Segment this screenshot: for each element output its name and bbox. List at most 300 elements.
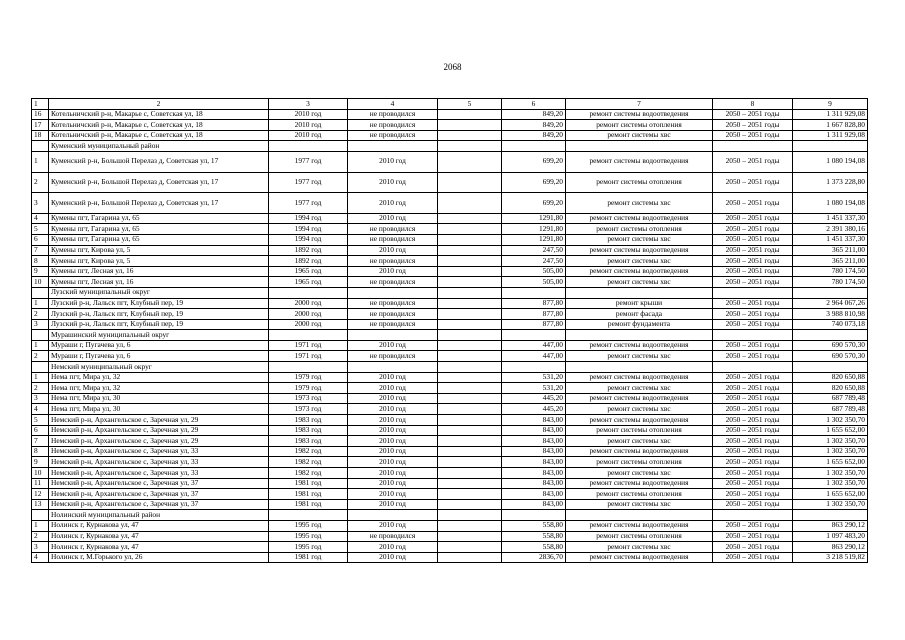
area-cell: 843,00 <box>502 436 566 447</box>
area-cell: 558,80 <box>502 520 566 531</box>
cost-cell: 365 211,00 <box>793 245 868 256</box>
repair-period-cell: 2050 – 2051 годы <box>713 213 793 224</box>
col-5-cell <box>438 151 502 172</box>
row-number-cell: 2 <box>32 172 49 193</box>
col-5-cell <box>438 415 502 426</box>
area-cell: 843,00 <box>502 468 566 479</box>
table-row <box>32 213 868 224</box>
work-type-cell: ремонт системы отопления <box>566 120 713 131</box>
repair-period-cell: 2050 – 2051 годы <box>713 224 793 235</box>
work-type-cell: ремонт системы отопления <box>566 224 713 235</box>
cost-cell: 820 650,88 <box>793 372 868 383</box>
area-cell: 558,80 <box>502 531 566 542</box>
build-year-cell: 1977 год <box>269 193 348 214</box>
section-empty-cell <box>566 510 713 521</box>
area-cell: 531,20 <box>502 372 566 383</box>
repair-period-cell: 2050 – 2051 годы <box>713 109 793 120</box>
section-empty-cell <box>502 141 566 152</box>
cost-cell: 1 451 337,30 <box>793 213 868 224</box>
work-type-cell: ремонт системы хвс <box>566 499 713 510</box>
address-cell: Нолинск г, Курнакова ул, 47 <box>49 531 269 542</box>
section-empty-cell <box>713 510 793 521</box>
repair-period-cell: 2050 – 2051 годы <box>713 372 793 383</box>
last-repair-year-cell: 2010 год <box>348 425 438 436</box>
section-empty-cell <box>269 287 348 298</box>
row-number-cell: 7 <box>32 436 49 447</box>
col-5-cell <box>438 446 502 457</box>
address-cell: Немский р-н, Архангельское с, Заречная ул, 37 <box>49 489 269 500</box>
table-row <box>32 319 868 330</box>
address-cell: Котельничский р-н, Макарье с, Советская ул, 18 <box>49 130 269 141</box>
cost-cell: 365 211,00 <box>793 256 868 267</box>
col-5-cell <box>438 256 502 267</box>
build-year-cell: 1977 год <box>269 172 348 193</box>
col-5-cell <box>438 468 502 479</box>
header-cell-2: 2 <box>49 99 269 110</box>
address-cell: Немский р-н, Архангельское с, Заречная ул, 29 <box>49 415 269 426</box>
address-cell: Котельничский р-н, Макарье с, Советская ул, 18 <box>49 109 269 120</box>
work-type-cell: ремонт системы хвс <box>566 383 713 394</box>
col-5-cell <box>438 425 502 436</box>
table-row <box>32 520 868 531</box>
work-type-cell: ремонт системы водоотведения <box>566 245 713 256</box>
section-number-cell <box>32 330 49 341</box>
repair-period-cell: 2050 – 2051 годы <box>713 446 793 457</box>
row-number-cell: 4 <box>32 552 49 563</box>
header-cell-7: 7 <box>566 99 713 110</box>
address-cell: Нолинск г, Курнакова ул, 47 <box>49 542 269 553</box>
table-row <box>32 499 868 510</box>
table-row <box>32 425 868 436</box>
table-row <box>32 552 868 563</box>
work-type-cell: ремонт системы отопления <box>566 425 713 436</box>
row-number-cell: 3 <box>32 542 49 553</box>
build-year-cell: 1971 год <box>269 340 348 351</box>
table-row <box>32 393 868 404</box>
section-empty-cell <box>502 510 566 521</box>
section-row <box>32 287 868 298</box>
row-number-cell: 1 <box>32 372 49 383</box>
section-number-cell <box>32 510 49 521</box>
address-cell: Кумены пгт, Кирова ул, 5 <box>49 245 269 256</box>
area-cell: 447,00 <box>502 340 566 351</box>
address-cell: Котельничский р-н, Макарье с, Советская ул, 18 <box>49 120 269 131</box>
section-empty-cell <box>793 510 868 521</box>
build-year-cell: 1965 год <box>269 277 348 288</box>
row-number-cell: 2 <box>32 309 49 320</box>
area-cell: 2836,70 <box>502 552 566 563</box>
col-5-cell <box>438 372 502 383</box>
col-5-cell <box>438 172 502 193</box>
row-number-cell: 6 <box>32 234 49 245</box>
address-cell: Немский р-н, Архангельское с, Заречная ул, 29 <box>49 425 269 436</box>
last-repair-year-cell: 2010 год <box>348 468 438 479</box>
section-empty-cell <box>438 287 502 298</box>
table-row <box>32 340 868 351</box>
col-5-cell <box>438 193 502 214</box>
table-row <box>32 457 868 468</box>
work-type-cell: ремонт системы отопления <box>566 172 713 193</box>
section-empty-cell <box>793 362 868 373</box>
work-type-cell: ремонт системы хвс <box>566 130 713 141</box>
page-number: 2068 <box>443 62 462 72</box>
cost-cell: 1 080 194,08 <box>793 193 868 214</box>
work-type-cell: ремонт системы водоотведения <box>566 552 713 563</box>
col-5-cell <box>438 531 502 542</box>
col-5-cell <box>438 340 502 351</box>
area-cell: 843,00 <box>502 425 566 436</box>
area-cell: 1291,80 <box>502 213 566 224</box>
cost-cell: 1 655 652,00 <box>793 457 868 468</box>
table-row <box>32 193 868 214</box>
section-empty-cell <box>793 330 868 341</box>
cost-cell: 1 302 350,70 <box>793 415 868 426</box>
repair-period-cell: 2050 – 2051 годы <box>713 277 793 288</box>
col-5-cell <box>438 351 502 362</box>
section-empty-cell <box>438 510 502 521</box>
table-row <box>32 478 868 489</box>
area-cell: 877,80 <box>502 298 566 309</box>
row-number-cell: 2 <box>32 531 49 542</box>
last-repair-year-cell: 2010 год <box>348 151 438 172</box>
table-row <box>32 224 868 235</box>
cost-cell: 780 174,50 <box>793 266 868 277</box>
last-repair-year-cell: не проводился <box>348 277 438 288</box>
work-type-cell: ремонт системы хвс <box>566 468 713 479</box>
work-type-cell: ремонт системы отопления <box>566 457 713 468</box>
last-repair-year-cell: 2010 год <box>348 245 438 256</box>
last-repair-year-cell: не проводился <box>348 351 438 362</box>
address-cell: Кумены пгт, Лесная ул, 16 <box>49 266 269 277</box>
cost-cell: 3 988 810,98 <box>793 309 868 320</box>
cost-cell: 3 218 519,82 <box>793 552 868 563</box>
area-cell: 843,00 <box>502 478 566 489</box>
build-year-cell: 1979 год <box>269 383 348 394</box>
address-cell: Куменский р-н, Большой Перелаз д, Советская ул, 17 <box>49 172 269 193</box>
work-type-cell: ремонт системы водоотведения <box>566 151 713 172</box>
build-year-cell: 1973 год <box>269 404 348 415</box>
row-number-cell: 3 <box>32 319 49 330</box>
section-empty-cell <box>566 287 713 298</box>
work-type-cell: ремонт системы водоотведения <box>566 393 713 404</box>
section-empty-cell <box>793 141 868 152</box>
repair-period-cell: 2050 – 2051 годы <box>713 234 793 245</box>
area-cell: 843,00 <box>502 489 566 500</box>
last-repair-year-cell: 2010 год <box>348 172 438 193</box>
build-year-cell: 1982 год <box>269 446 348 457</box>
section-row <box>32 330 868 341</box>
col-5-cell <box>438 298 502 309</box>
table-row <box>32 309 868 320</box>
address-cell: Мураши г, Пугачева ул, 6 <box>49 340 269 351</box>
build-year-cell: 2010 год <box>269 130 348 141</box>
area-cell: 1291,80 <box>502 224 566 235</box>
build-year-cell: 1994 год <box>269 234 348 245</box>
row-number-cell: 4 <box>32 404 49 415</box>
row-number-cell: 1 <box>32 520 49 531</box>
table-row <box>32 277 868 288</box>
row-number-cell: 5 <box>32 415 49 426</box>
table-row <box>32 372 868 383</box>
table-row <box>32 351 868 362</box>
area-cell: 699,20 <box>502 151 566 172</box>
col-5-cell <box>438 489 502 500</box>
row-number-cell: 5 <box>32 224 49 235</box>
area-cell: 505,00 <box>502 266 566 277</box>
row-number-cell: 6 <box>32 425 49 436</box>
area-cell: 699,20 <box>502 193 566 214</box>
table-row <box>32 109 868 120</box>
section-row <box>32 141 868 152</box>
section-empty-cell <box>566 330 713 341</box>
area-cell: 877,80 <box>502 309 566 320</box>
header-cell-6: 6 <box>502 99 566 110</box>
last-repair-year-cell: 2010 год <box>348 499 438 510</box>
work-type-cell: ремонт системы водоотведения <box>566 520 713 531</box>
cost-cell: 687 789,48 <box>793 404 868 415</box>
table-row <box>32 446 868 457</box>
last-repair-year-cell: 2010 год <box>348 457 438 468</box>
cost-cell: 1 302 350,70 <box>793 436 868 447</box>
build-year-cell: 1995 год <box>269 531 348 542</box>
col-5-cell <box>438 266 502 277</box>
row-number-cell: 1 <box>32 298 49 309</box>
col-5-cell <box>438 130 502 141</box>
work-type-cell: ремонт системы водоотведения <box>566 340 713 351</box>
build-year-cell: 1892 год <box>269 256 348 267</box>
capital-repair-table <box>31 98 868 563</box>
header-cell-4: 4 <box>348 99 438 110</box>
cost-cell: 1 655 652,00 <box>793 489 868 500</box>
last-repair-year-cell: 2010 год <box>348 372 438 383</box>
build-year-cell: 1965 год <box>269 266 348 277</box>
col-5-cell <box>438 109 502 120</box>
col-5-cell <box>438 245 502 256</box>
cost-cell: 863 290,12 <box>793 542 868 553</box>
last-repair-year-cell: 2010 год <box>348 489 438 500</box>
repair-period-cell: 2050 – 2051 годы <box>713 542 793 553</box>
cost-cell: 1 302 350,70 <box>793 446 868 457</box>
col-5-cell <box>438 213 502 224</box>
cost-cell: 1 311 929,08 <box>793 109 868 120</box>
repair-period-cell: 2050 – 2051 годы <box>713 499 793 510</box>
area-cell: 843,00 <box>502 457 566 468</box>
address-cell: Кумены пгт, Гагарина ул, 65 <box>49 234 269 245</box>
section-number-cell <box>32 141 49 152</box>
build-year-cell: 1983 год <box>269 415 348 426</box>
repair-period-cell: 2050 – 2051 годы <box>713 531 793 542</box>
cost-cell: 1 302 350,70 <box>793 468 868 479</box>
cost-cell: 863 290,12 <box>793 520 868 531</box>
col-5-cell <box>438 478 502 489</box>
work-type-cell: ремонт фундамента <box>566 319 713 330</box>
section-title: Нолинский муниципальный район <box>49 510 269 521</box>
work-type-cell: ремонт системы отопления <box>566 531 713 542</box>
address-cell: Немский р-н, Архангельское с, Заречная ул, 33 <box>49 457 269 468</box>
last-repair-year-cell: 2010 год <box>348 213 438 224</box>
section-title: Немский муниципальный округ <box>49 362 269 373</box>
table-row <box>32 415 868 426</box>
cost-cell: 780 174,50 <box>793 277 868 288</box>
address-cell: Нема пгт, Мира ул, 30 <box>49 393 269 404</box>
cost-cell: 1 311 929,08 <box>793 130 868 141</box>
address-cell: Немский р-н, Архангельское с, Заречная ул, 33 <box>49 446 269 457</box>
section-row <box>32 510 868 521</box>
col-5-cell <box>438 277 502 288</box>
last-repair-year-cell: не проводился <box>348 234 438 245</box>
address-cell: Немский р-н, Архангельское с, Заречная ул, 37 <box>49 499 269 510</box>
area-cell: 445,20 <box>502 404 566 415</box>
row-number-cell: 9 <box>32 266 49 277</box>
area-cell: 843,00 <box>502 446 566 457</box>
section-empty-cell <box>269 330 348 341</box>
table-row <box>32 234 868 245</box>
repair-period-cell: 2050 – 2051 годы <box>713 319 793 330</box>
repair-period-cell: 2050 – 2051 годы <box>713 151 793 172</box>
row-number-cell: 8 <box>32 256 49 267</box>
address-cell: Лузский р-н, Лальск пгт, Клубный пер, 19 <box>49 309 269 320</box>
work-type-cell: ремонт системы отопления <box>566 489 713 500</box>
col-5-cell <box>438 309 502 320</box>
repair-period-cell: 2050 – 2051 годы <box>713 404 793 415</box>
cost-cell: 1 302 350,70 <box>793 478 868 489</box>
section-empty-cell <box>502 287 566 298</box>
work-type-cell: ремонт системы хвс <box>566 193 713 214</box>
col-5-cell <box>438 552 502 563</box>
header-cell-3: 3 <box>269 99 348 110</box>
cost-cell: 2 391 380,16 <box>793 224 868 235</box>
repair-period-cell: 2050 – 2051 годы <box>713 457 793 468</box>
last-repair-year-cell: не проводился <box>348 120 438 131</box>
table-row <box>32 130 868 141</box>
address-cell: Немский р-н, Архангельское с, Заречная ул, 29 <box>49 436 269 447</box>
address-cell: Немский р-н, Архангельское с, Заречная ул, 37 <box>49 478 269 489</box>
row-number-cell: 2 <box>32 383 49 394</box>
area-cell: 877,80 <box>502 319 566 330</box>
cost-cell: 1 097 483,20 <box>793 531 868 542</box>
header-cell-8: 8 <box>713 99 793 110</box>
section-empty-cell <box>713 141 793 152</box>
area-cell: 447,00 <box>502 351 566 362</box>
col-5-cell <box>438 120 502 131</box>
section-empty-cell <box>566 141 713 152</box>
last-repair-year-cell: 2010 год <box>348 193 438 214</box>
repair-period-cell: 2050 – 2051 годы <box>713 415 793 426</box>
repair-period-cell: 2050 – 2051 годы <box>713 478 793 489</box>
last-repair-year-cell: не проводился <box>348 309 438 320</box>
build-year-cell: 1979 год <box>269 372 348 383</box>
table-row <box>32 120 868 131</box>
col-5-cell <box>438 224 502 235</box>
cost-cell: 1 667 828,80 <box>793 120 868 131</box>
last-repair-year-cell: не проводился <box>348 531 438 542</box>
address-cell: Лузский р-н, Лальск пгт, Клубный пер, 19 <box>49 319 269 330</box>
repair-period-cell: 2050 – 2051 годы <box>713 468 793 479</box>
last-repair-year-cell: 2010 год <box>348 520 438 531</box>
address-cell: Нема пгт, Мира ул, 32 <box>49 372 269 383</box>
build-year-cell: 1981 год <box>269 478 348 489</box>
repair-period-cell: 2050 – 2051 годы <box>713 383 793 394</box>
address-cell: Кумены пгт, Гагарина ул, 65 <box>49 224 269 235</box>
col-5-cell <box>438 436 502 447</box>
table-row <box>32 436 868 447</box>
section-empty-cell <box>502 330 566 341</box>
work-type-cell: ремонт системы хвс <box>566 436 713 447</box>
table-row <box>32 489 868 500</box>
row-number-cell: 3 <box>32 193 49 214</box>
header-cell-5: 5 <box>438 99 502 110</box>
cost-cell: 687 789,48 <box>793 393 868 404</box>
last-repair-year-cell: 2010 год <box>348 266 438 277</box>
col-5-cell <box>438 319 502 330</box>
work-type-cell: ремонт системы водоотведения <box>566 213 713 224</box>
work-type-cell: ремонт системы водоотведения <box>566 415 713 426</box>
row-number-cell: 10 <box>32 277 49 288</box>
section-empty-cell <box>566 362 713 373</box>
last-repair-year-cell: 2010 год <box>348 393 438 404</box>
section-empty-cell <box>348 287 438 298</box>
row-number-cell: 1 <box>32 151 49 172</box>
row-number-cell: 4 <box>32 213 49 224</box>
build-year-cell: 1971 год <box>269 351 348 362</box>
last-repair-year-cell: 2010 год <box>348 383 438 394</box>
last-repair-year-cell: 2010 год <box>348 436 438 447</box>
area-cell: 505,00 <box>502 277 566 288</box>
last-repair-year-cell: не проводился <box>348 130 438 141</box>
table-row <box>32 172 868 193</box>
last-repair-year-cell: 2010 год <box>348 542 438 553</box>
cost-cell: 1 080 194,08 <box>793 151 868 172</box>
area-cell: 849,20 <box>502 130 566 141</box>
build-year-cell: 1981 год <box>269 499 348 510</box>
last-repair-year-cell: не проводился <box>348 109 438 120</box>
section-empty-cell <box>713 330 793 341</box>
area-cell: 843,00 <box>502 499 566 510</box>
col-5-cell <box>438 393 502 404</box>
last-repair-year-cell: не проводился <box>348 298 438 309</box>
repair-period-cell: 2050 – 2051 годы <box>713 266 793 277</box>
build-year-cell: 1994 год <box>269 213 348 224</box>
row-number-cell: 9 <box>32 457 49 468</box>
build-year-cell: 1983 год <box>269 436 348 447</box>
build-year-cell: 2000 год <box>269 298 348 309</box>
section-empty-cell <box>269 141 348 152</box>
repair-period-cell: 2050 – 2051 годы <box>713 351 793 362</box>
address-cell: Куменский р-н, Большой Перелаз д, Советская ул, 17 <box>49 151 269 172</box>
area-cell: 558,80 <box>502 542 566 553</box>
row-number-cell: 7 <box>32 245 49 256</box>
last-repair-year-cell: 2010 год <box>348 552 438 563</box>
build-year-cell: 1994 год <box>269 224 348 235</box>
area-cell: 445,20 <box>502 393 566 404</box>
section-empty-cell <box>348 362 438 373</box>
section-row <box>32 362 868 373</box>
address-cell: Кумены пгт, Кирова ул, 5 <box>49 256 269 267</box>
row-number-cell: 17 <box>32 120 49 131</box>
work-type-cell: ремонт системы водоотведения <box>566 372 713 383</box>
build-year-cell: 1995 год <box>269 542 348 553</box>
section-title: Куменский муниципальный район <box>49 141 269 152</box>
repair-period-cell: 2050 – 2051 годы <box>713 552 793 563</box>
col-5-cell <box>438 234 502 245</box>
repair-period-cell: 2050 – 2051 годы <box>713 393 793 404</box>
address-cell: Нема пгт, Мира ул, 32 <box>49 383 269 394</box>
row-number-cell: 11 <box>32 478 49 489</box>
build-year-cell: 2010 год <box>269 120 348 131</box>
repair-period-cell: 2050 – 2051 годы <box>713 489 793 500</box>
build-year-cell: 1892 год <box>269 245 348 256</box>
repair-period-cell: 2050 – 2051 годы <box>713 130 793 141</box>
